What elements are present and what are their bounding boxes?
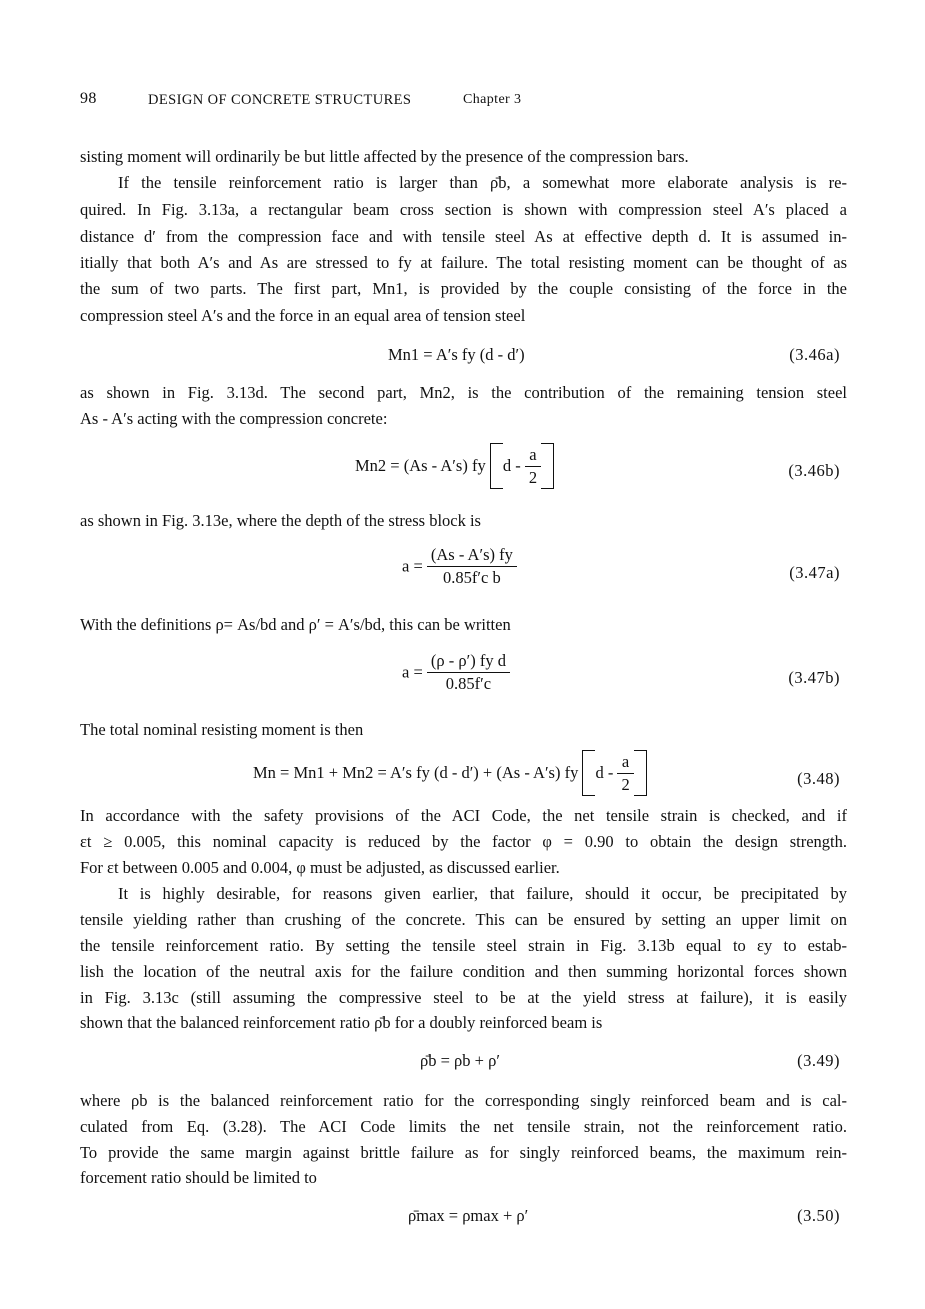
paragraph-line: forcement ratio should be limited to xyxy=(80,1168,317,1187)
left-bracket xyxy=(582,750,595,796)
bracket-term: d - xyxy=(502,456,521,475)
paragraph-line: tensile yielding rather than crushing of the concrete. This can be ensured by setting an upper limit on xyxy=(80,910,847,929)
right-bracket xyxy=(541,443,554,489)
left-bracket xyxy=(490,443,503,489)
equation-3-46a: Mn1 = A′s fy (d - d′) xyxy=(388,345,525,364)
equation-number: (3.50) xyxy=(797,1206,840,1225)
denominator: 2 xyxy=(528,467,538,487)
equation-number: (3.47a) xyxy=(789,563,840,582)
numerator: (As - A′s) fy xyxy=(427,544,517,567)
bracket-term: d - xyxy=(595,763,614,782)
equation-number: (3.49) xyxy=(797,1051,840,1070)
paragraph-line: the sum of two parts. The first part, Mn1, is provided by the couple consisting of the force in the xyxy=(80,279,847,298)
page-number: 98 xyxy=(80,90,97,107)
equation-lhs: a = xyxy=(402,556,423,576)
paragraph-line: shown that the balanced reinforcement ratio ρ̄b for a doubly reinforced beam is xyxy=(80,1013,603,1032)
equation-3-46b xyxy=(355,443,554,489)
paragraph-line: sisting moment will ordinarily be but little affected by the presence of the compression bars. xyxy=(80,147,689,166)
denominator: 0.85f′c b xyxy=(443,568,501,587)
chapter-label: Chapter 3 xyxy=(463,92,522,107)
paragraph-line: As - A′s acting with the compression concrete: xyxy=(80,409,388,428)
numerator: (ρ - ρ′) fy d xyxy=(427,650,510,673)
fraction xyxy=(427,650,510,695)
equation-lhs: Mn2 = (As - A′s) fy xyxy=(355,456,486,475)
right-bracket xyxy=(634,750,647,796)
denominator: 2 xyxy=(621,774,630,794)
equation-number: (3.46b) xyxy=(788,461,840,480)
equation-3-50: ρ̄max = ρmax + ρ′ xyxy=(408,1206,529,1225)
equation-3-48 xyxy=(253,750,647,796)
paragraph-line: itially that both A′s and As are stressed to fy at failure. The total resisting moment can be thought of as xyxy=(80,253,847,272)
numerator: a xyxy=(525,444,541,467)
fraction xyxy=(427,544,517,589)
fraction xyxy=(617,751,633,796)
paragraph-line: With the definitions ρ= As/bd and ρ′ = A′s/bd, this can be written xyxy=(80,615,511,634)
paragraph-line: It is highly desirable, for reasons given earlier, that failure, should it occur, be precipitated by xyxy=(118,884,847,903)
equation-number: (3.47b) xyxy=(788,668,840,687)
equation-lhs: a = xyxy=(402,662,423,682)
paragraph-line: distance d′ from the compression face and with tensile steel As at effective depth d. It is assumed in- xyxy=(80,227,847,246)
paragraph-line: where ρb is the balanced reinforcement ratio for the corresponding singly reinforced beam and is cal- xyxy=(80,1091,847,1110)
paragraph-line: lish the location of the neutral axis for the failure condition and then summing horizontal forces shown xyxy=(80,962,847,981)
equation-number: (3.46a) xyxy=(789,345,840,364)
fraction xyxy=(525,444,541,489)
equation-3-47a xyxy=(402,544,517,589)
paragraph-line: For εt between 0.005 and 0.004, φ must be adjusted, as discussed earlier. xyxy=(80,858,560,877)
paragraph-line: culated from Eq. (3.28). The ACI Code limits the net tensile strain, not the reinforcement ratio. xyxy=(80,1117,847,1136)
denominator: 0.85f′c xyxy=(445,674,492,693)
numerator: a xyxy=(617,751,633,774)
paragraph-line: If the tensile reinforcement ratio is larger than ρ̄b, a somewhat more elaborate analysis is re- xyxy=(118,173,847,192)
paragraph-line: εt ≥ 0.005, this nominal capacity is reduced by the factor φ = 0.90 to obtain the design strength. xyxy=(80,832,847,851)
paragraph-line: The total nominal resisting moment is then xyxy=(80,720,364,739)
equation-lhs: Mn = Mn1 + Mn2 = A′s fy (d - d′) + (As - A′s) fy xyxy=(253,763,579,782)
paragraph-line: To provide the same margin against brittle failure as for singly reinforced beams, the maximum rein- xyxy=(80,1143,847,1162)
paragraph-line: In accordance with the safety provisions of the ACI Code, the net tensile strain is checked, and if xyxy=(80,806,847,825)
paragraph-line: compression steel A′s and the force in an equal area of tension steel xyxy=(80,306,526,325)
paragraph-line: as shown in Fig. 3.13d. The second part, Mn2, is the contribution of the remaining tension steel xyxy=(80,383,847,402)
equation-number: (3.48) xyxy=(797,769,840,788)
running-title: DESIGN OF CONCRETE STRUCTURES xyxy=(148,92,412,108)
paragraph-line: as shown in Fig. 3.13e, where the depth of the stress block is xyxy=(80,511,481,530)
equation-3-47b xyxy=(402,650,510,695)
paragraph-line: quired. In Fig. 3.13a, a rectangular beam cross section is shown with compression steel A′s placed a xyxy=(80,200,847,219)
equation-3-49: ρ̄b = ρb + ρ′ xyxy=(420,1051,500,1070)
paragraph-line: in Fig. 3.13c (still assuming the compressive steel to be at the yield stress at failure), it is easily xyxy=(80,988,847,1007)
paragraph-line: the tensile reinforcement ratio. By setting the tensile steel strain in Fig. 3.13b equal to εy to estab- xyxy=(80,936,847,955)
